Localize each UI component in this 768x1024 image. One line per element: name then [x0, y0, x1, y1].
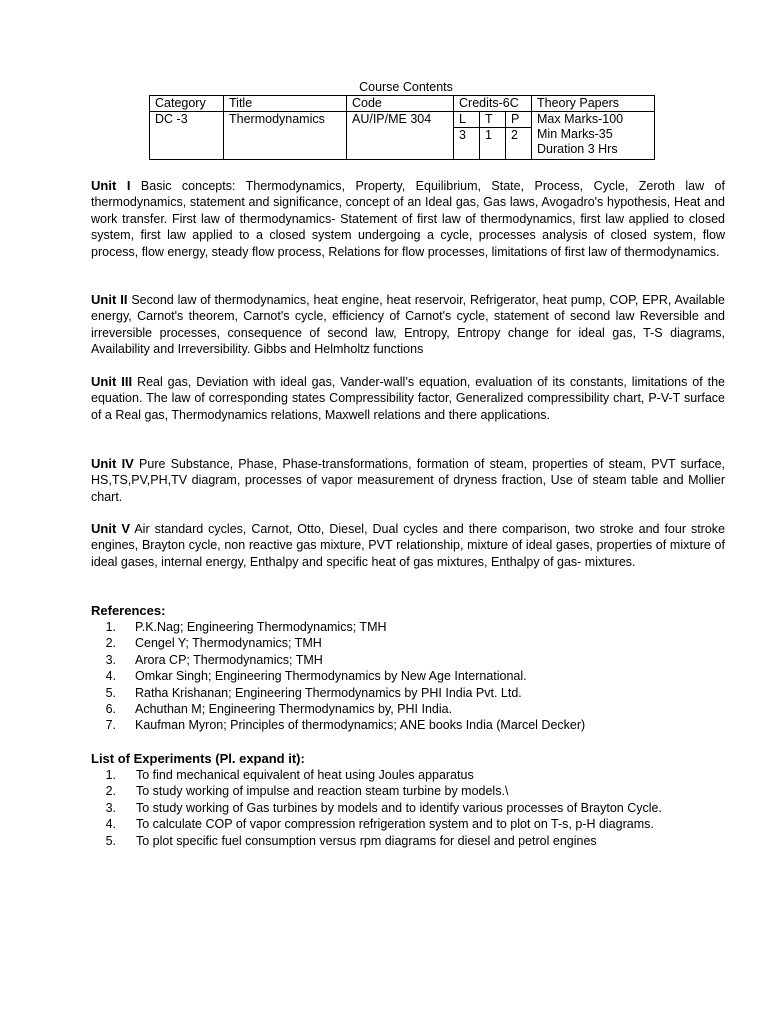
unit-text: Real gas, Deviation with ideal gas, Vander-wall’s equation, evaluation of its constants, limitations of the equation. The law of corresponding states Compressibility factor, Generalized compressibility chart, P-V-T surface of a Real gas, Thermodynamics relations, Maxwell relations and there applications. — [91, 375, 725, 422]
unit-1-paragraph — [91, 178, 725, 260]
list-text: Achuthan M; Engineering Thermodynamics by, PHI India. — [135, 702, 453, 717]
list-text: To study working of Gas turbines by models and to identify various processes of Brayton Cycle. — [136, 800, 662, 815]
cell-t-value: 1 — [480, 128, 506, 160]
list-number: 3. — [105, 800, 116, 815]
cell-t: T — [480, 112, 506, 128]
unit-text: Second law of thermodynamics, heat engine, heat reservoir, Refrigerator, heat pump, COP, EPR, Available energy, Carnot's theorem, Carnot's cycle, efficiency of Carnot's cycle, statement of second law Reversible and irreversible processes, consequence of second law, Entropy, Entropy change for ideal gas, T-S diagrams, Availability and Irreversibility. Gibbs and Helmholtz functions — [91, 293, 725, 357]
list-text: To calculate COP of vapor compression refrigeration system and to plot on T-s, p-H diagrams. — [136, 817, 654, 832]
unit-label: Unit I — [91, 178, 131, 193]
list-item — [91, 783, 662, 799]
list-item — [91, 833, 662, 849]
list-text: To study working of impulse and reaction steam turbine by models.\ — [136, 784, 509, 799]
list-text: Cengel Y; Thermodynamics; TMH — [135, 636, 322, 651]
list-item — [91, 668, 585, 684]
unit-5-paragraph — [91, 521, 725, 570]
max-marks: Max Marks-100 — [537, 112, 624, 126]
list-number: 1. — [105, 620, 116, 634]
list-item — [91, 635, 585, 651]
list-item — [91, 717, 585, 733]
list-number: 2. — [105, 784, 116, 799]
min-marks: Min Marks-35 — [537, 127, 613, 141]
list-text: To find mechanical equivalent of heat using Joules apparatus — [136, 768, 474, 782]
unit-text: Pure Substance, Phase, Phase-transformations, formation of steam, properties of steam, PVT surface, HS,TS,PV,PH,TV diagram, processes of vapor measurement of dryness fraction, Use of steam table and Mollier chart. — [91, 457, 725, 504]
list-item — [91, 816, 662, 832]
references-heading: References: — [91, 603, 166, 618]
header-title: Title — [224, 96, 347, 112]
header-category: Category — [150, 96, 224, 112]
list-text: Omkar Singh; Engineering Thermodynamics by New Age International. — [135, 669, 527, 684]
cell-code: AU/IP/ME 304 — [347, 112, 454, 160]
list-number: 6. — [105, 702, 116, 717]
list-item — [91, 685, 585, 701]
list-item — [91, 652, 585, 668]
unit-label: Unit III — [91, 374, 133, 389]
list-text: P.K.Nag; Engineering Thermodynamics; TMH — [135, 620, 387, 634]
header-credits: Credits-6C — [454, 96, 532, 112]
cell-l: L — [454, 112, 480, 128]
list-number: 5. — [105, 685, 116, 700]
cell-l-value: 3 — [454, 128, 480, 160]
cell-theory-papers — [532, 112, 655, 160]
table-header-row — [150, 96, 655, 112]
references-list — [91, 619, 585, 734]
table-caption: Course Contents — [359, 80, 453, 94]
list-number: 5. — [105, 833, 116, 848]
unit-4-paragraph — [91, 456, 725, 505]
unit-3-paragraph — [91, 374, 725, 423]
list-item — [91, 800, 662, 816]
unit-text: Basic concepts: Thermodynamics, Property, Equilibrium, State, Process, Cycle, Zeroth law of thermodynamics, statement and significance, concept of an Ideal gas, Gas laws, Avogadro's hypothesis, Heat and work transfer. First law of thermodynamics- Statement of first law of thermodynamics, first law applied to closed system, first law applied to a closed system undergoing a cycle, processes analysis of closed system, flow process, flow energy, steady flow process, Relations for flow processes, limitations of first law of thermodynamics. — [91, 179, 725, 259]
header-theory-papers: Theory Papers — [532, 96, 655, 112]
course-table — [149, 95, 655, 160]
list-number: 4. — [105, 669, 116, 684]
cell-title: Thermodynamics — [224, 112, 347, 160]
list-item — [91, 767, 662, 783]
list-number: 2. — [105, 636, 116, 651]
unit-2-paragraph — [91, 292, 725, 358]
unit-text: Air standard cycles, Carnot, Otto, Diesel, Dual cycles and there comparison, two stroke and four stroke engines, Brayton cycle, non reactive gas mixture, PVT relationship, mixture of ideal gases, properties of mixture of ideal gases, internal energy, Enthalpy and specific heat of gas mixtures, Enthalpy of gas- mixtures. — [91, 522, 725, 569]
cell-p-value: 2 — [506, 128, 532, 160]
unit-label: Unit IV — [91, 456, 134, 471]
list-number: 4. — [105, 817, 116, 832]
table-row — [150, 112, 655, 128]
list-text: Arora CP; Thermodynamics; TMH — [135, 652, 323, 667]
experiments-list — [91, 767, 662, 849]
unit-label: Unit II — [91, 292, 128, 307]
header-code: Code — [347, 96, 454, 112]
list-text: Kaufman Myron; Principles of thermodynamics; ANE books India (Marcel Decker) — [135, 718, 586, 733]
list-text: Ratha Krishanan; Engineering Thermodynamics by PHI India Pvt. Ltd. — [135, 685, 522, 700]
list-item — [91, 701, 585, 717]
list-number: 3. — [105, 652, 116, 667]
list-item — [91, 619, 585, 635]
unit-label: Unit V — [91, 521, 131, 536]
cell-category: DC -3 — [150, 112, 224, 160]
list-number: 1. — [105, 768, 116, 782]
list-number: 7. — [105, 718, 116, 733]
experiments-heading: List of Experiments (Pl. expand it): — [91, 751, 305, 766]
cell-p: P — [506, 112, 532, 128]
list-text: To plot specific fuel consumption versus rpm diagrams for diesel and petrol engines — [136, 833, 597, 848]
duration: Duration 3 Hrs — [537, 142, 618, 156]
